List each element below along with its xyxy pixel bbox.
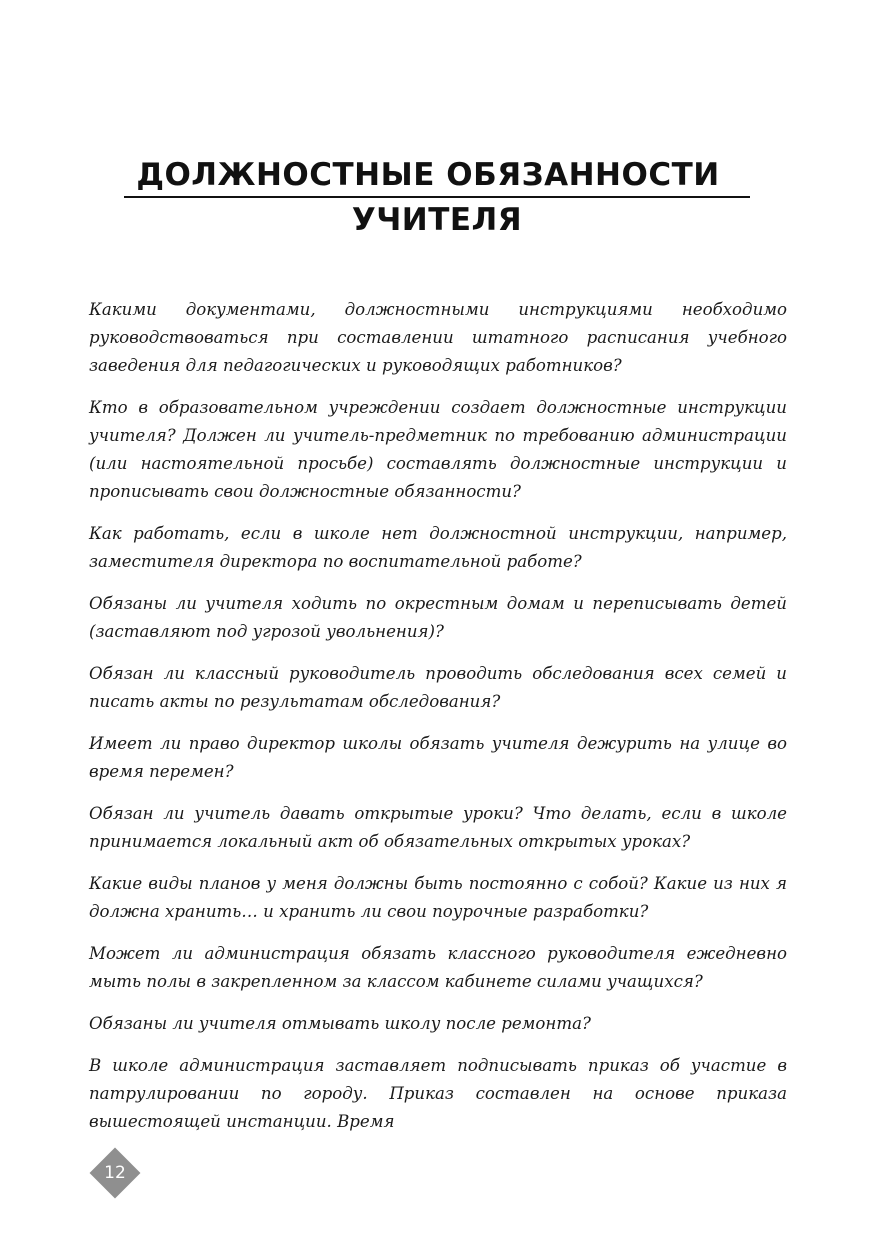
page-number: 12 (104, 1163, 126, 1183)
question-paragraph: Какие виды планов у меня должны быть постоянно с собой? Какие из них я должна хранить… и хранить ли свои поурочные разработки? (89, 874, 787, 921)
question-paragraph: Кто в образовательном учреждении создает должностные инструкции учителя? Должен ли учитель-предметник по требованию администрации (или настоятельной просьбе) составлять должностные инструкции и прописывать свои должностные обязанности? (89, 398, 787, 501)
chapter-title-line1: ДОЛЖНОСТНЫЕ ОБЯЗАННОСТИ (124, 156, 749, 198)
question-paragraph: Какими документами, должностными инструкциями необходимо руководствоваться при составлении штатного расписания учебного заведения для педагогических и руководящих работников? (89, 300, 787, 375)
question-paragraph: Обязан ли учитель давать открытые уроки? Что делать, если в школе принимается локальный акт об обязательных открытых уроках? (89, 804, 787, 851)
chapter-title (0, 156, 874, 240)
question-paragraph: Может ли администрация обязать классного руководителя ежедневно мыть полы в закрепленном за классом кабинете силами учащихся? (89, 944, 787, 991)
page-number-badge (88, 1146, 142, 1200)
questions-list (89, 296, 787, 1150)
question-paragraph: Обязаны ли учителя ходить по окрестным домам и переписывать детей (заставляют под угрозой увольнения)? (89, 594, 787, 641)
question-paragraph: В школе администрация заставляет подписывать приказ об участие в патрулировании по городу. Приказ составлен на основе приказа вышестоящей инстанции. Время (89, 1056, 787, 1131)
question-paragraph: Обязаны ли учителя отмывать школу после ремонта? (89, 1014, 591, 1033)
question-paragraph: Как работать, если в школе нет должностной инструкции, например, заместителя директора по воспитательной работе? (89, 524, 787, 571)
chapter-title-line2: УЧИТЕЛЯ (351, 202, 523, 238)
question-paragraph: Обязан ли классный руководитель проводить обследования всех семей и писать акты по результатам обследования? (89, 664, 787, 711)
question-paragraph: Имеет ли право директор школы обязать учителя дежурить на улице во время перемен? (89, 734, 787, 781)
